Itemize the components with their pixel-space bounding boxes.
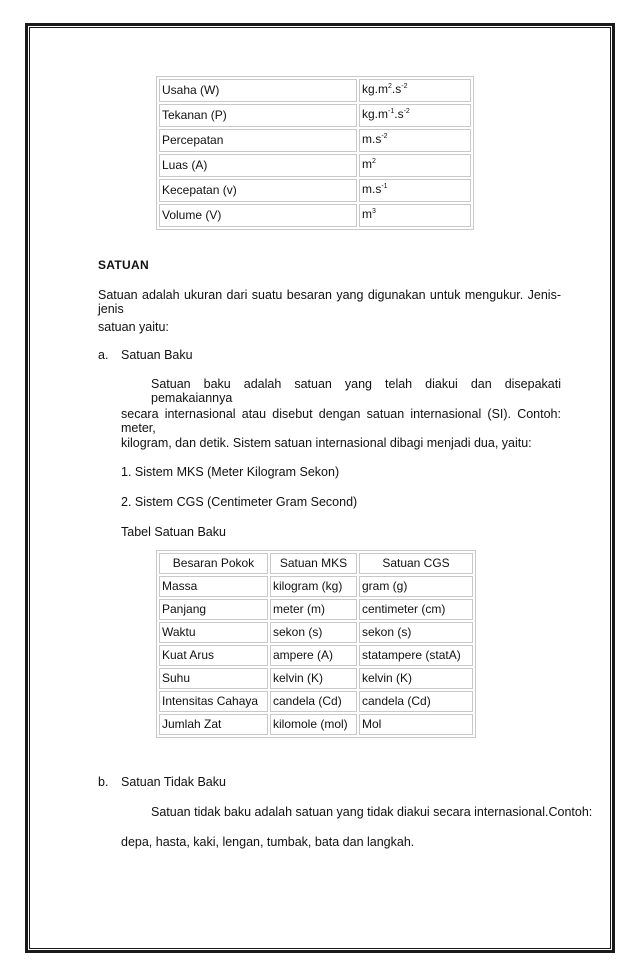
unit-base: kg.m — [362, 107, 389, 121]
unit-exponent: -1 — [381, 183, 388, 190]
satuan-mks-cell: sekon (s) — [270, 622, 357, 643]
list-marker-a: a. — [98, 348, 109, 362]
table-row — [159, 691, 473, 712]
unit-expression — [362, 180, 388, 201]
unit-base: m — [362, 157, 372, 171]
tidak-baku-para-line-2: depa, hasta, kaki, lengan, tumbak, bata dan langkah. — [121, 835, 415, 849]
unit-expression — [362, 105, 410, 126]
unit-exponent: -2 — [403, 108, 410, 115]
quantity-name-cell: Percepatan — [159, 129, 357, 152]
list-marker-b: b. — [98, 775, 109, 789]
table-row — [159, 154, 471, 177]
baku-table-caption: Tabel Satuan Baku — [121, 525, 226, 539]
baku-list-item-1: 1. Sistem MKS (Meter Kilogram Sekon) — [121, 465, 340, 479]
besaran-pokok-cell: Waktu — [159, 622, 268, 643]
satuan-cgs-cell: gram (g) — [359, 576, 473, 597]
baku-para-line-1: Satuan baku adalah satuan yang telah diakui dan disepakati pemakaiannya — [151, 377, 561, 405]
unit-cell — [359, 179, 471, 202]
satuan-mks-cell: kilomole (mol) — [270, 714, 357, 735]
satuan-cgs-cell: candela (Cd) — [359, 691, 473, 712]
satuan-baku-table — [156, 550, 476, 738]
header-besaran-pokok: Besaran Pokok — [159, 553, 268, 574]
tidak-baku-para-line-1: Satuan tidak baku adalah satuan yang tidak diakui secara internasional.Contoh: — [151, 805, 593, 819]
satuan-cgs-cell: statampere (statA) — [359, 645, 473, 666]
satuan-mks-cell: candela (Cd) — [270, 691, 357, 712]
unit-exponent: -2 — [381, 133, 388, 140]
unit-exponent: -2 — [401, 83, 408, 90]
besaran-pokok-cell: Jumlah Zat — [159, 714, 268, 735]
unit-base: m — [362, 207, 372, 221]
table-row — [159, 104, 471, 127]
baku-title: Satuan Baku — [121, 348, 193, 362]
unit-cell — [359, 204, 471, 227]
quantity-name-cell: Tekanan (P) — [159, 104, 357, 127]
unit-cell — [359, 154, 471, 177]
besaran-pokok-cell: Intensitas Cahaya — [159, 691, 268, 712]
besaran-pokok-cell: Massa — [159, 576, 268, 597]
quantity-name-cell: Kecepatan (v) — [159, 179, 357, 202]
besaran-pokok-cell: Panjang — [159, 599, 268, 620]
header-satuan-cgs: Satuan CGS — [359, 553, 473, 574]
satuan-mks-cell: kelvin (K) — [270, 668, 357, 689]
satuan-cgs-cell: centimeter (cm) — [359, 599, 473, 620]
header-satuan-mks: Satuan MKS — [270, 553, 357, 574]
unit-exponent: 3 — [372, 208, 376, 215]
unit-expression — [362, 205, 376, 226]
satuan-cgs-cell: kelvin (K) — [359, 668, 473, 689]
unit-exponent: 2 — [372, 158, 376, 165]
baku-para-line-2: secara internasional atau disebut dengan satuan internasional (SI). Contoh: meter, — [121, 407, 561, 435]
unit-cell — [359, 104, 471, 127]
besaran-pokok-cell: Kuat Arus — [159, 645, 268, 666]
unit-expression — [362, 155, 376, 176]
table-row — [159, 668, 473, 689]
table-header-row — [159, 553, 473, 574]
unit-cell — [359, 129, 471, 152]
tidak-baku-title: Satuan Tidak Baku — [121, 775, 226, 789]
intro-line-1: Satuan adalah ukuran dari suatu besaran yang digunakan untuk mengukur. Jenis-jenis — [98, 288, 561, 316]
unit-base: .s — [391, 82, 402, 96]
unit-base: m.s — [362, 132, 382, 146]
unit-cell — [359, 79, 471, 102]
table-row — [159, 599, 473, 620]
unit-exponent: -1 — [388, 108, 395, 115]
satuan-mks-cell: ampere (A) — [270, 645, 357, 666]
unit-base: .s — [394, 107, 404, 121]
unit-base: m.s — [362, 182, 382, 196]
table-row — [159, 129, 471, 152]
baku-para-line-3: kilogram, dan detik. Sistem satuan internasional dibagi menjadi dua, yaitu: — [121, 436, 532, 450]
unit-exponent: 2 — [388, 83, 392, 90]
table-row — [159, 576, 473, 597]
quantity-name-cell: Usaha (W) — [159, 79, 357, 102]
satuan-cgs-cell: Mol — [359, 714, 473, 735]
satuan-baku-table-body — [159, 576, 473, 735]
quantity-name-cell: Volume (V) — [159, 204, 357, 227]
besaran-pokok-cell: Suhu — [159, 668, 268, 689]
intro-line-2: satuan yaitu: — [98, 320, 169, 334]
satuan-cgs-cell: sekon (s) — [359, 622, 473, 643]
satuan-mks-cell: kilogram (kg) — [270, 576, 357, 597]
unit-expression — [362, 80, 408, 101]
table-row — [159, 79, 471, 102]
table-row — [159, 622, 473, 643]
quantity-name-cell: Luas (A) — [159, 154, 357, 177]
section-heading: SATUAN — [98, 258, 149, 272]
table-row — [159, 714, 473, 735]
table-row — [159, 204, 471, 227]
units-table — [156, 76, 474, 230]
unit-base: kg.m — [362, 82, 389, 96]
baku-list-item-2: 2. Sistem CGS (Centimeter Gram Second) — [121, 495, 358, 509]
table-row — [159, 645, 473, 666]
satuan-mks-cell: meter (m) — [270, 599, 357, 620]
unit-expression — [362, 130, 388, 151]
units-table-body — [159, 79, 471, 227]
table-row — [159, 179, 471, 202]
